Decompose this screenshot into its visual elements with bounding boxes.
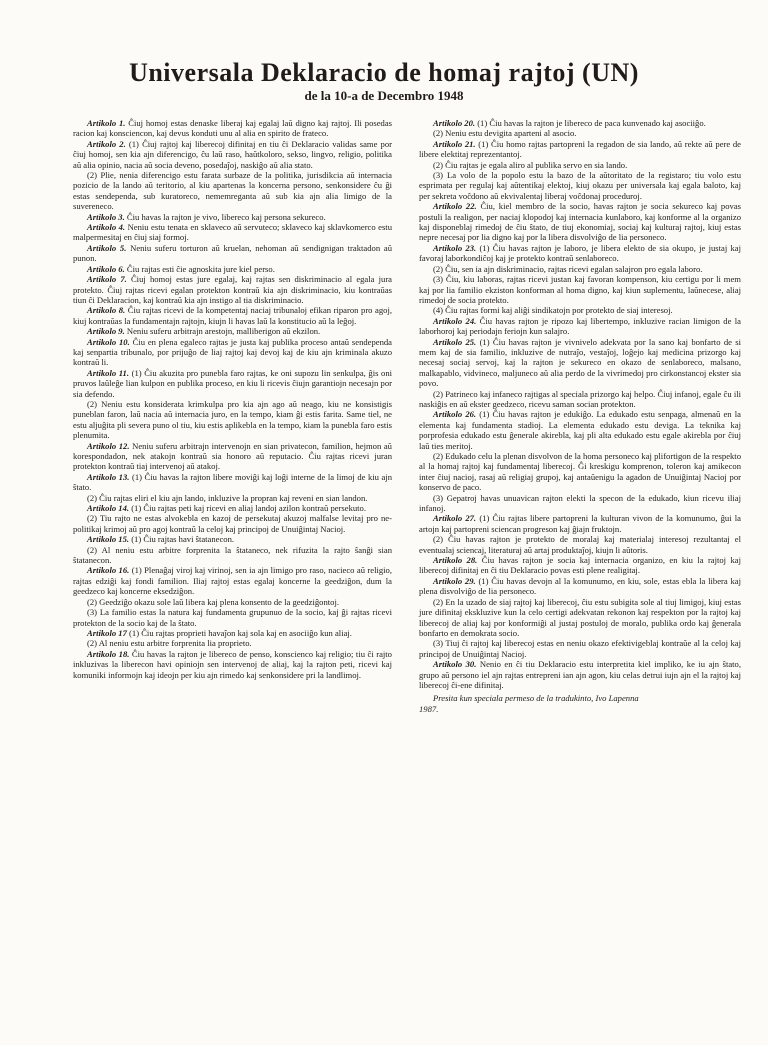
- article-heading: Artikolo 12.: [87, 440, 130, 451]
- article-text: (1) Ĉiu havas la rajton je libereco de paca kunvenado kaj asociiĝo.: [477, 118, 706, 128]
- article-text: (2) Al neniu estu arbitre forprenita lia proprieto.: [87, 638, 252, 649]
- article-text: (2) Neniu estu devigita aparteni al asocio.: [433, 128, 577, 139]
- article-heading: Artikolo 28.: [433, 555, 478, 566]
- article-paragraph: [73, 368, 392, 399]
- article-paragraph: [73, 565, 392, 596]
- article-heading: Artikolo 29.: [433, 575, 476, 586]
- article-paragraph: [73, 493, 392, 503]
- article-paragraph: [73, 399, 392, 441]
- article-text: (1) Ĉiu rajtas havi ŝtatanecon.: [131, 534, 235, 545]
- article-text: Ĉiuj homoj estas jure egalaj, kaj rajtas sen diskriminacio al egala jura protekto. Ĉiuj rajtas ricevi egalan protekton kontraŭ kia ajn diskriminacio, kiu kontraŭas tiun ĉi Deklaracion, kaj kontraŭ kia ajn instigo al tia diskriminacio.: [73, 274, 392, 305]
- article-text: Ĉiu rajtas esti ĉie agnoskita jure kiel perso.: [126, 263, 275, 274]
- article-paragraph: [73, 212, 392, 222]
- article-heading: Artikolo 8.: [87, 305, 126, 316]
- article-paragraph: [73, 638, 392, 648]
- article-paragraph: [73, 472, 392, 493]
- article-text: (1) Ĉiu rajtas proprieti havaĵon kaj sola kaj en asociiĝo kun aliaj.: [129, 627, 352, 638]
- article-text: (3) Gepatroj havas unuavican rajton elekti la specon de la edukado, kiun ricevu iliaj infanoj.: [419, 492, 741, 514]
- article-paragraph: [73, 264, 392, 274]
- article-text: Neniu suferu torturon aŭ kruelan, nehoman aŭ sendignigan traktadon aŭ punon.: [73, 242, 392, 264]
- article-heading: Artikolo 6.: [87, 263, 125, 274]
- document-title: Universala Deklaracio de homaj rajtoj (UN): [129, 58, 639, 87]
- article-text: Ĉiuj homoj estas denaske liberaj kaj egalaj laŭ digno kaj rajtoj. Ili posedas racion kaj konsciencon, kaj devus konduti unu al alia en spirito de frateco.: [73, 118, 392, 139]
- article-paragraph: [419, 597, 741, 639]
- article-heading: Artikolo 10.: [87, 336, 130, 347]
- article-heading: Artikolo 30.: [433, 659, 477, 670]
- article-text: (2) Tiu rajto ne estas alvokebla en kazoj de persekutaj akuzoj malfalse levitaj pro ne-politikaj krimoj aŭ pro agoj kontraŭ la celoj kaj principoj de Unuiĝintaj Nacioj.: [73, 513, 392, 534]
- article-text: Neniu estu tenata en sklaveco aŭ servuteco; sklaveco kaj sklavkomerco estu malpermesitaj en ĉiuj siaj formoj.: [73, 222, 392, 243]
- article-paragraph: [419, 139, 741, 160]
- article-heading: Artikolo 25.: [433, 336, 477, 347]
- article-text: (1) Ĉiu havas rajton je laboro, je libera elekto de sia okupo, je justaj kaj favoraj laborkondiĉoj kaj je protekto kontraŭ senlaboreco.: [419, 242, 741, 264]
- article-heading: Artikolo 5.: [87, 242, 127, 253]
- article-paragraph: [73, 222, 392, 243]
- article-paragraph: [419, 555, 741, 576]
- article-paragraph: [419, 305, 741, 315]
- article-text: (2) Geedziĝo okazu sole laŭ libera kaj plena konsento de la geedziĝontoj.: [87, 596, 339, 607]
- article-heading: Artikolo 18.: [87, 648, 130, 659]
- article-heading: Artikolo 7.: [87, 274, 127, 285]
- article-text: (2) Ĉiu rajtas eliri el kiu ajn lando, inkluzive la propran kaj reveni en sian landon.: [87, 492, 368, 503]
- article-text: Nenio en ĉi tiu Deklaracio estu interpretita kiel impliko, ke iu ajn ŝtato, grupo aŭ persono iel ajn rajtas entrepreni ian ajn agon, kiu celas detrui iujn ajn el la rajtoj kaj liberecoj ĉi-ene difinitaj.: [419, 659, 741, 690]
- article-paragraph: [419, 128, 741, 138]
- article-paragraph: [419, 659, 741, 690]
- article-paragraph: [419, 118, 741, 128]
- document-subtitle: de la 10-a de Decembro 1948: [304, 88, 464, 103]
- article-heading: Artikolo 27.: [433, 513, 477, 524]
- article-text: (1) Ĉiu havas rajton je edukiĝo. La edukado estu senpaga, almenaŭ en la elementa kaj fundamenta stadioj. La elementa edukado estu deviga. La teknika kaj porprofesia edukado estu ĝenerale akirebla, kaj pli alta edukado estu egale akirebla por ĉiuj laŭ ties meritoj.: [419, 409, 741, 451]
- article-text: (3) La volo de la popolo estu la bazo de la aŭtoritato de la registaro; tiu volo estu esprimata per regulaj kaj aŭtentikaj elektoj, kiuj okazu per universala kaj egala baloto, kaj per sekreta voĉdono aŭ ekvivalentaj liberaj voĉdonaj proceduroj.: [419, 170, 741, 201]
- article-text: (1) Ĉiu havas devojn al la komunumo, en kiu, sole, estas ebla la libera kaj plena disvolviĝo de lia personeco.: [419, 575, 741, 597]
- article-text: (1) Ĉiu akuzita pro punebla faro rajtas, ke oni supozu lin senkulpa, ĝis oni pruvos laŭleĝe lian kulpon en publika proceso, en kiu li ricevis ĉiujn garantiojn necesajn por sia defendo.: [73, 367, 392, 399]
- article-heading: Artikolo 16.: [87, 565, 130, 576]
- article-paragraph: [73, 337, 392, 368]
- article-text: (2) Ĉiu, sen ia ajn diskriminacio, rajtas ricevi egalan salajron pro egala laboro.: [433, 263, 703, 274]
- article-paragraph: [419, 389, 741, 410]
- article-paragraph: [419, 337, 741, 389]
- article-text: (1) Ĉiu havas rajton je vivnivelo adekvata por la sano kaj bonfarto de si mem kaj de sia familio, inkluzive de nutraĵo, vestaĵoj, loĝejo kaj medicina prizorgo kaj necesaj sociaj servoj, kaj la rajton je sekureco en okazo de senlaboreco, malsano, malkapablo, vidvineco, maljuneco aŭ alia perdo de la vivrimedoj pro cirkonstancoj ekster sia povo.: [419, 336, 742, 389]
- article-paragraph: [419, 576, 741, 597]
- article-paragraph: [73, 170, 392, 212]
- article-text: Ĉiu rajtas ricevi de la kompetentaj naciaj tribunaloj efikan riparon pro agoj, kiuj kontraŭas la fundamentajn rajtojn, kiujn li havas laŭ la konstitucio aŭ la leĝoj.: [73, 305, 392, 326]
- article-paragraph: [419, 513, 741, 534]
- translator-credit-line: Presita kun speciala permeso de la tradukinto, Ivo Lapenna: [433, 693, 639, 704]
- article-heading: Artikolo 20.: [433, 118, 476, 128]
- article-text: (2) Plie, nenia diferencigo estu farata surbaze de la politika, jurisdikcia aŭ internacia pozicio de la lando aŭ teritorio, al kiu apartenas la koncerna persono, senkonsidere ĉu ĝi estas sendependa, sub kuratoreco, nememreganta aŭ sub kia ajn alia limigo de la suvereneco.: [73, 170, 392, 212]
- article-heading: Artikolo 9.: [87, 326, 125, 337]
- article-text: (2) Ĉiu havas rajton je protekto de moralaj kaj materialaj interesoj rezultantaj el eventualaj sciencaj, literaturaj aŭ artaj produktaĵoj, kiujn li aŭtoris.: [419, 534, 741, 555]
- article-paragraph: [419, 493, 741, 514]
- article-paragraph: [419, 409, 741, 451]
- article-text: (3) Ĉiu, kiu laboras, rajtas ricevi justan kaj favoran kompenson, kiu certigu por li mem kaj por lia familio ekziston konforman al homa digno, kaj kiun suplementu, laŭnecese, aliaj rimedoj de socia protekto.: [419, 274, 741, 305]
- article-paragraph: [73, 628, 392, 638]
- article-paragraph: [73, 441, 392, 472]
- document-header: [0, 58, 768, 104]
- article-text: (1) Ĉiu rajtas peti kaj ricevi en aliaj landoj azilon kontraŭ persekuto.: [131, 503, 367, 514]
- article-text: Ĉiu en plena egaleco rajtas je justa kaj publika proceso antaŭ sendependa kaj senpartia tribunalo, por prijuĝo de liaj rajtoj kaj devoj kaj de kiu ajn kriminala akuzo kontraŭ li.: [73, 336, 392, 368]
- translator-credit: [419, 693, 741, 714]
- article-heading: Artikolo 15.: [87, 534, 130, 545]
- article-paragraph: [73, 607, 392, 628]
- article-paragraph: [419, 243, 741, 264]
- article-heading: Artikolo 2.: [87, 138, 126, 149]
- article-text: (2) En la uzado de siaj rajtoj kaj liberecoj, ĉiu estu subigita sole al tiuj limigoj, kiuj estas jure difinitaj ekskluzive kun la celo certigi adekvatan rekonon kaj respekton por la rajtoj kaj liberecoj de aliaj kaj por konformiĝi al justaj postuloj de moralo, publika ordo kaj ĝenerala bonfarto en demokrata socio.: [419, 596, 741, 638]
- article-heading: Artikolo 4.: [87, 222, 126, 233]
- article-text: Neniu suferu arbitrajn intervenojn en sian privatecon, familion, hejmon aŭ korespondadon, nek atakojn kontraŭ sia honoro aŭ reputacio. Ĉiu rajtas ricevi juran protekton kontraŭ tiaj intervenoj aŭ atakoj.: [73, 440, 392, 472]
- article-paragraph: [419, 170, 741, 201]
- article-heading: Artikolo 1.: [87, 118, 126, 128]
- article-text: (2) Neniu estu konsiderata krimkulpa pro kia ajn ago aŭ neago, kiu ne konsistigis puneblan faron, laŭ nacia aŭ internacia juro, en la tempo, kiam ĝi estis farita. Same tiel, ne estu aljuĝita pli severa puno ol tiu, kiu estis aplikebla en la tempo, kiam la punebla faro estis plenumita.: [73, 398, 392, 441]
- article-text: Ĉiu havas la rajton je vivo, libereco kaj persona sekureco.: [126, 211, 326, 222]
- article-text: (2) Edukado celu la plenan disvolvon de la homa personeco kaj plifortigon de la respekto al la homaj rajtoj kaj fundamentaj liberecoj. Ĝi kreskigu komprenon, toleron kaj amikecon inter ĉiuj nacioj, rasaj aŭ religiaj grupoj, kaj antaŭenigu la agadon de Unuiĝintaj Nacioj por konservo de paco.: [419, 451, 741, 493]
- article-paragraph: [73, 545, 392, 566]
- article-paragraph: [419, 451, 741, 493]
- article-text: (1) Ĉiu havas la rajton libere moviĝi kaj loĝi interne de la limoj de kiu ajn ŝtato.: [73, 471, 392, 493]
- article-text: (1) Ĉiu homo rajtas partopreni la regadon de sia lando, aŭ rekte aŭ pere de libere elektitaj reprezentantoj.: [419, 138, 741, 160]
- article-paragraph: [419, 274, 741, 305]
- article-paragraph: [419, 316, 741, 337]
- article-heading: Artikolo 22.: [433, 201, 477, 212]
- article-paragraph: [419, 201, 741, 243]
- right-column-body: [419, 118, 741, 690]
- article-heading: Artikolo 26.: [433, 409, 477, 420]
- article-paragraph: [73, 305, 392, 326]
- article-heading: Artikolo 3.: [87, 211, 125, 222]
- article-text: Ĉiu havas rajton je socia kaj internacia organizo, en kiu la rajtoj kaj liberecoj difinitaj en ĉi tiu Deklaracio povas esti plene realigitaj.: [419, 555, 741, 576]
- article-paragraph: [73, 649, 392, 680]
- article-heading: Artikolo 24.: [433, 315, 477, 326]
- article-heading: Artikolo 11.: [87, 367, 129, 378]
- article-heading: Artikolo 23.: [433, 242, 477, 253]
- article-heading: Artikolo 17: [87, 627, 127, 638]
- article-text: (4) Ĉiu rajtas formi kaj aliĝi sindikatojn por protekto de siaj interesoj.: [433, 305, 673, 316]
- article-text: Ĉiu havas la rajton je libereco de penso, konscienco kaj religio; tiu ĉi rajto inkluzivas la liberecon havi opiniojn sen intervenoj de aliaj, kaj la rajton peti, ricevi kaj komuniki informojn kaj ideojn per kiu ajn rimedo kaj senkonsidere pri la landlimoj.: [73, 648, 392, 680]
- article-paragraph: [419, 534, 741, 555]
- article-text: (1) Plenaĝaj viroj kaj virinoj, sen ia ajn limigo pro raso, nacieco aŭ religio, rajtas edziĝi kaj fondi familion. Iliaj rajtoj estas egalaj koncerne la geedziĝon, dum la geedzeco kaj koncerne eksedziĝon.: [73, 565, 392, 597]
- article-text: Ĉiu, kiel membro de la socio, havas rajton je socia sekureco kaj povas postuli la realigon, per naciaj klopodoj kaj internacia kunlaboro, kaj konforme al la organizo kaj disponeblaj rimedoj de ĉiu ŝtato, de tiuj ekonomiaj, sociaj kaj kulturaj rajtoj, kiuj estas nepre necesaj por lia digno kaj por la libera disvolviĝo de lia personeco.: [419, 201, 741, 243]
- article-text: (1) Ĉiu rajtas libere partopreni la kulturan vivon de la komunumo, ĝui la artojn kaj partopreni sciencan progreson kaj ĝiajn fruktojn.: [419, 513, 741, 534]
- article-paragraph: [73, 326, 392, 336]
- article-paragraph: [419, 160, 741, 170]
- article-heading: Artikolo 14.: [87, 503, 130, 514]
- translator-credit-year: 1987.: [419, 703, 439, 714]
- article-text: (2) Patrineco kaj infaneco rajtigas al speciala prizorgo kaj helpo. Ĉiuj infanoj, egale ĉu ili naskiĝis en aŭ ekster geedzeco, ricevu saman socian protekton.: [419, 388, 741, 409]
- article-paragraph: [73, 274, 392, 305]
- article-paragraph: [73, 503, 392, 513]
- article-paragraph: [419, 638, 741, 659]
- article-text: (3) La familio estas la natura kaj fundamenta grupunuo de la socio, kaj ĝi rajtas ricevi protekton de la socio kaj de la ŝtato.: [73, 607, 392, 628]
- article-paragraph: [73, 513, 392, 534]
- article-text: (2) Al neniu estu arbitre forprenita la ŝtataneco, nek rifuzita la rajto ŝanĝi sian ŝtatanecon.: [73, 544, 392, 566]
- article-heading: Artikolo 13.: [87, 471, 130, 482]
- article-heading: Artikolo 21.: [433, 138, 476, 149]
- article-paragraph: [73, 243, 392, 264]
- article-text: (2) Ĉiu rajtas je egala aliro al publika servo en sia lando.: [433, 159, 628, 170]
- article-text: (3) Tiuj ĉi rajtoj kaj liberecoj estas en neniu okazo efektivigeblaj kontraŭe al la celoj kaj principoj de Unuiĝintaj Nacioj.: [419, 638, 741, 659]
- article-paragraph: [73, 139, 392, 170]
- article-text: Ĉiu havas rajton je ripozo kaj libertempo, inkluzive racian limigon de la laborhoroj kaj periodajn feriojn kun salajro.: [419, 315, 741, 337]
- article-text: (1) Ĉiuj rajtoj kaj liberecoj difinitaj en tiu ĉi Deklaracio validas same por ĉiuj homoj, sen kia ajn diferencigo, ĉu laŭ raso, haŭtkoloro, sekso, lingvo, religio, politika aŭ alia opinio, nacia aŭ socia deveno, posedaĵoj, naskiĝo aŭ alia stato.: [73, 138, 392, 170]
- article-text: Neniu suferu arbitrajn arestojn, malliberigon aŭ ekzilon.: [126, 326, 321, 337]
- right-column: [419, 118, 741, 714]
- article-paragraph: [73, 118, 392, 139]
- article-paragraph: [73, 534, 392, 544]
- article-paragraph: [419, 264, 741, 274]
- article-paragraph: [73, 597, 392, 607]
- left-column: [73, 118, 392, 680]
